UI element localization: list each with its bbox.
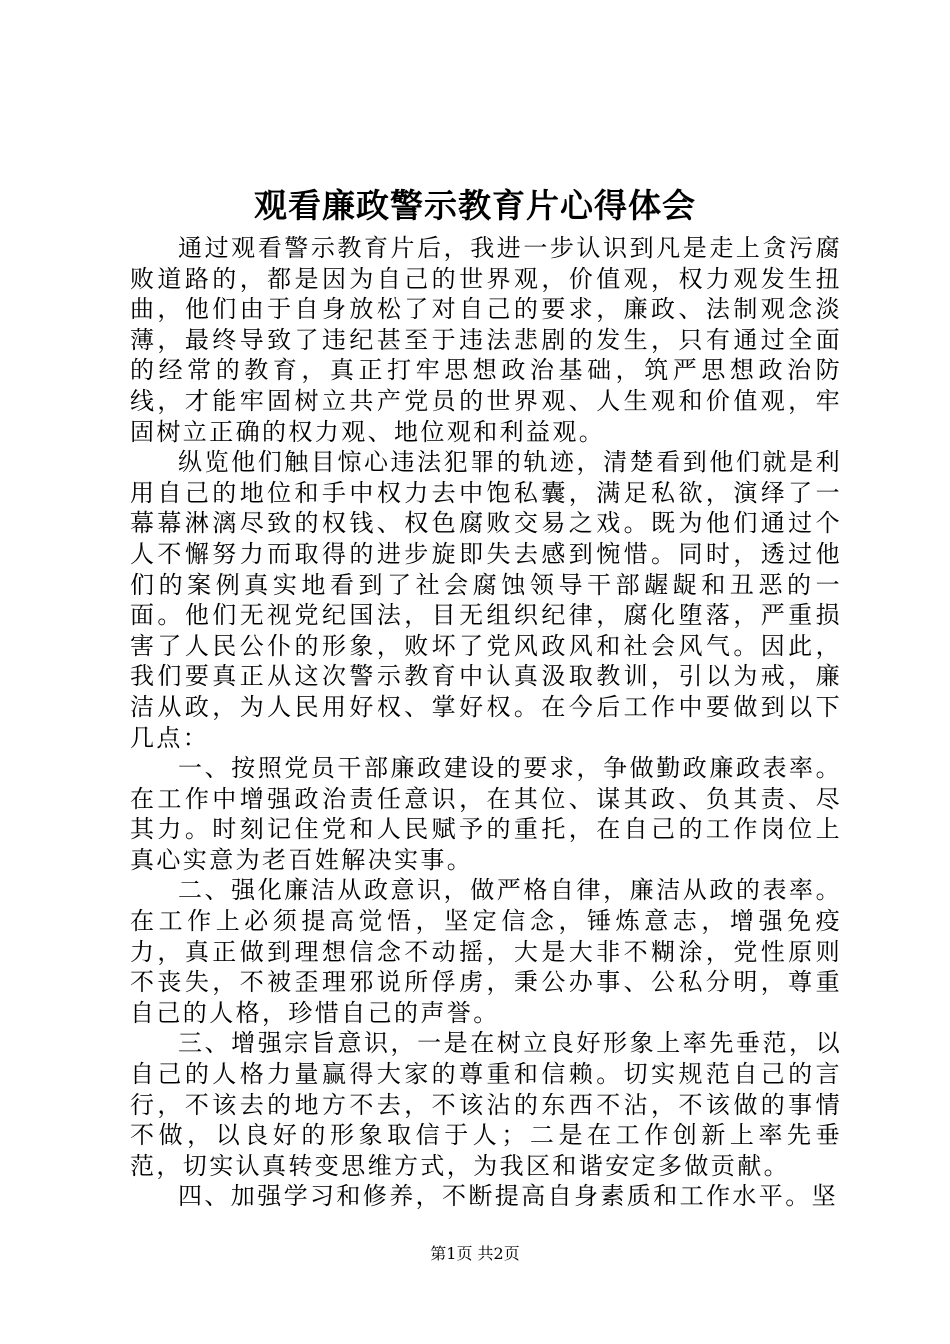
paragraph-6: 四、加强学习和修养，不断提高自身素质和工作水平。坚 — [178, 1182, 838, 1211]
paragraph-4: 二、强化廉洁从政意识，做严格自律，廉洁从政的表率。在工作上必须提高觉悟，坚定信念，锤炼意志，增强免疫力，真正做到理想信念不动摇，大是大非不糊涂，党性原则不丧失，不被歪理邪说所俘虏，秉公办事、公私分明，尊重自己的人格，珍惜自己的声誉。 — [130, 876, 842, 1027]
page-number-footer: 第1页 共2页 — [430, 1244, 520, 1263]
document-body — [130, 233, 842, 1212]
paragraph-2: 纵览他们触目惊心违法犯罪的轨迹，清楚看到他们就是利用自己的地位和手中权力去中饱私囊，满足私欲，演绎了一幕幕淋漓尽致的权钱、权色腐败交易之戏。既为他们通过个人不懈努力而取得的进步旋即失去感到惋惜。同时，透过他们的案例真实地看到了社会腐蚀领导干部龌龊和丑恶的一面。他们无视党纪国法，目无组织纪律，腐化堕落，严重损害了人民公仆的形象，败坏了党风政风和社会风气。因此，我们要真正从这次警示教育中认真汲取教训，引以为戒，廉洁从政，为人民用好权、掌好权。在今后工作中要做到以下几点： — [130, 448, 842, 752]
paragraph-1: 通过观看警示教育片后，我进一步认识到凡是走上贪污腐败道路的，都是因为自己的世界观，价值观，权力观发生扭曲，他们由于自身放松了对自己的要求，廉政、法制观念淡薄，最终导致了违纪甚至于违法悲剧的发生，只有通过全面的经常的教育，真正打牢思想政治基础，筑严思想政治防线，才能牢固树立共产党员的世界观、人生观和价值观，牢固树立正确的权力观、地位观和利益观。 — [130, 234, 842, 446]
paragraph-3: 一、按照党员干部廉政建设的要求，争做勤政廉政表率。在工作中增强政治责任意识，在其位、谋其政、负其责、尽其力。时刻记住党和人民赋予的重托，在自己的工作岗位上真心实意为老百姓解决实事。 — [130, 754, 842, 874]
document-title: 观看廉政警示教育片心得体会 — [254, 186, 696, 225]
paragraph-5: 三、增强宗旨意识，一是在树立良好形象上率先垂范，以自己的人格力量赢得大家的尊重和信赖。切实规范自己的言行，不该去的地方不去，不该沾的东西不沾，不该做的事情不做，以良好的形象取信于人；二是在工作创新上率先垂范，切实认真转变思维方式，为我区和谐安定多做贡献。 — [130, 1029, 842, 1180]
